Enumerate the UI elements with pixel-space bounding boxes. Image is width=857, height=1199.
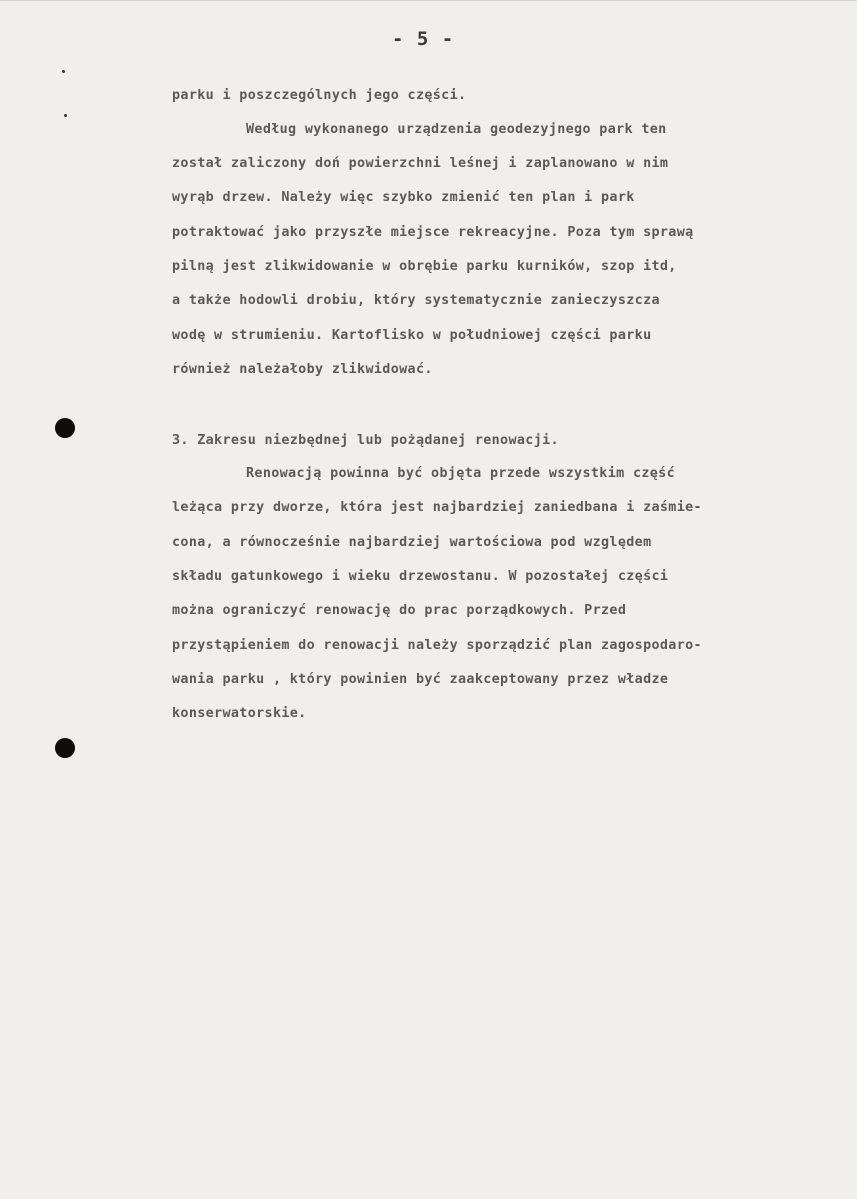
page-number: - 5 - [392,28,455,50]
body-line-7: a także hodowli drobiu, który systematycznie zanieczyszcza [172,293,660,308]
body-line-13: cona, a równocześnie najbardziej wartościowa pod względem [172,535,652,550]
body-line-14: składu gatunkowego i wieku drzewostanu. W pozostałej części [172,569,669,584]
body-line-1: parku i poszczególnych jego części. [172,88,467,103]
body-line-4: wyrąb drzew. Należy więc szybko zmienić ten plan i park [172,190,635,205]
body-line-16: przystąpieniem do renowacji należy sporządzić plan zagospodaro- [172,638,702,653]
section-heading: 3. Zakresu niezbędnej lub pożądanej renowacji. [172,433,559,448]
punch-hole-bottom [55,738,75,758]
punch-hole-top [55,418,75,438]
body-line-2: Według wykonanego urządzenia geodezyjnego park ten [246,122,667,137]
body-line-17: wania parku , który powinien być zaakceptowany przez władze [172,672,669,687]
body-line-8: wodę w strumieniu. Kartoflisko w południowej części parku [172,328,652,343]
body-line-3: został zaliczony doń powierzchni leśnej i zaplanowano w nim [172,156,669,171]
ink-speck [62,70,65,73]
body-line-5: potraktować jako przyszłe miejsce rekreacyjne. Poza tym sprawą [172,225,694,240]
body-line-9: również należałoby zlikwidować. [172,362,433,377]
body-line-12: leżąca przy dworze, która jest najbardziej zaniedbana i zaśmie- [172,500,702,515]
body-line-11: Renowacją powinna być objęta przede wszystkim część [246,466,676,481]
body-line-6: pilną jest zlikwidowanie w obrębie parku kurników, szop itd, [172,259,677,274]
body-line-15: można ograniczyć renowację do prac porządkowych. Przed [172,603,627,618]
body-line-18: konserwatorskie. [172,706,307,721]
ink-speck [64,114,67,117]
